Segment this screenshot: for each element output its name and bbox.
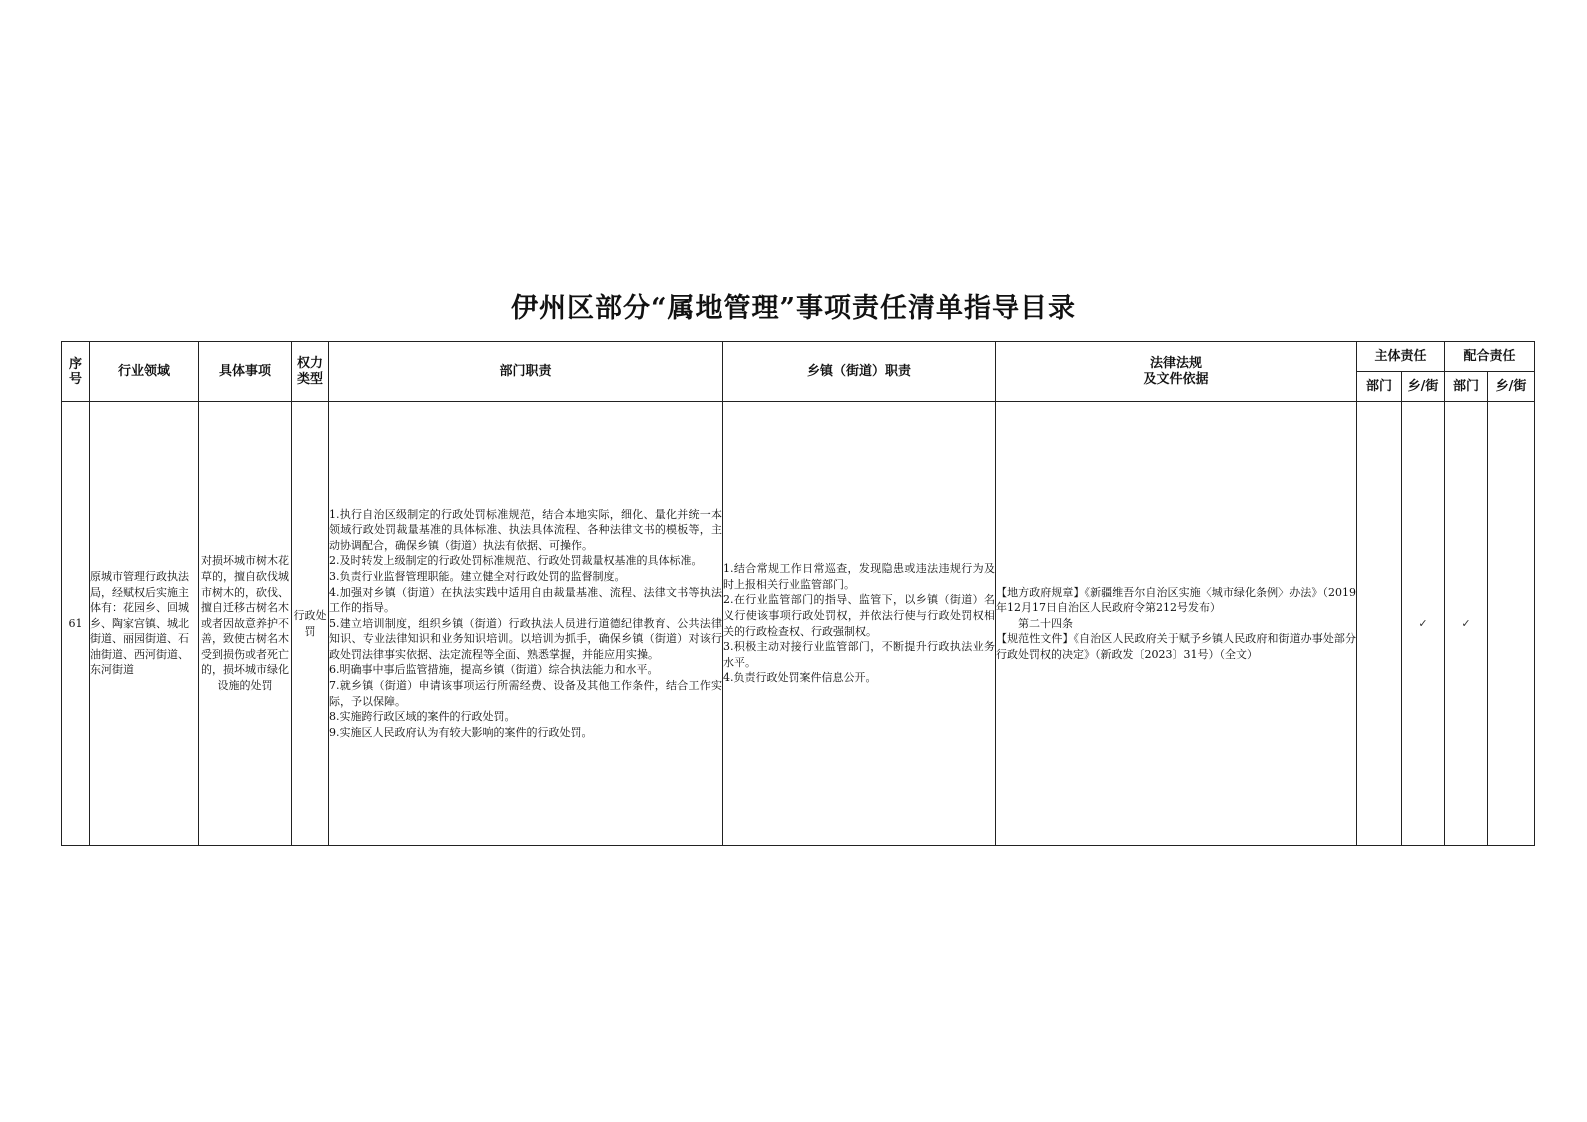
- header-seq: 序号: [62, 342, 90, 402]
- header-power-type: 权力类型: [292, 342, 329, 402]
- law-basis-item: 【地方政府规章】《新疆维吾尔自治区实施〈城市绿化条例〉办法》（2019年12月17日自治区人民政府令第212号发布）: [996, 585, 1356, 615]
- row-item: 对损坏城市树木花草的，擅自砍伐城市树木的，砍伐、擅自迁移古树名木或者因故意养护不善，致使古树名木受到损伤或者死亡的，损坏城市绿化设施的处罚: [199, 402, 292, 846]
- dept-duty-item: 2.及时转发上级制定的行政处罚标准规范、行政处罚裁量权基准的具体标准。: [329, 554, 703, 568]
- responsibility-table: [61, 341, 1535, 846]
- dept-duty-item: 1.执行自治区级制定的行政处罚标准规范，结合本地实际，细化、量化并统一本领域行政处罚裁量基准的具体标准、执法具体流程、各种法律文书的模板等，主动协调配合，确保乡镇（街道）执法有依据、可操作。: [329, 507, 722, 552]
- header-law-line2: 及文件依据: [1143, 371, 1209, 387]
- dept-duty-item: 5.建立培训制度，组织乡镇（街道）行政执法人员进行道德纪律教育、公共法律知识、专业法律知识和业务知识培训。以培训为抓手，确保乡镇（街道）对该行政处罚法律事实依据、法定流程等全面、熟悉掌握，并能应用实操。: [329, 616, 722, 661]
- dept-duty-item: 4.加强对乡镇（街道）在执法实践中适用自由裁量基准、流程、法律文书等执法工作的指导。: [329, 585, 722, 615]
- law-basis-item: 第二十四条: [1018, 616, 1073, 630]
- row-town-duty: [723, 402, 996, 846]
- header-coop-town: 乡/街: [1488, 372, 1535, 402]
- header-main-responsibility: 主体责任: [1357, 342, 1445, 372]
- town-duty-item: 2.在行业监管部门的指导、监管下，以乡镇（街道）名义行使该事项行政处罚权，并依法行使与行政处罚权相关的行政检查权、行政强制权。: [723, 593, 995, 638]
- header-domain: 行业领域: [90, 342, 199, 402]
- header-dept-duty: 部门职责: [329, 342, 723, 402]
- town-duty-item: 4.负责行政处罚案件信息公开。: [723, 671, 877, 685]
- row-coop-dept-check: ✓: [1445, 402, 1488, 846]
- row-main-dept: [1357, 402, 1402, 846]
- dept-duty-item: 6.明确事中事后监管措施，提高乡镇（街道）综合执法能力和水平。: [329, 663, 659, 677]
- row-main-town-check: ✓: [1402, 402, 1445, 846]
- row-domain: 原城市管理行政执法局，经赋权后实施主体有：花园乡、回城乡、陶家宫镇、城北街道、丽园街道、石油街道、西河街道、东河街道: [90, 402, 199, 846]
- dept-duty-item: 3.负责行业监督管理职能。建立健全对行政处罚的监督制度。: [329, 569, 626, 583]
- dept-duty-item: 8.实施跨行政区域的案件的行政处罚。: [329, 710, 516, 724]
- header-town-duty: 乡镇（街道）职责: [723, 342, 996, 402]
- law-basis-item: 【规范性文件】《自治区人民政府关于赋予乡镇人民政府和街道办事处部分行政处罚权的决定》（新政发〔2023〕31号）（全文）: [996, 632, 1356, 661]
- town-duty-item: 3.积极主动对接行业监管部门，不断提升行政执法业务水平。: [723, 640, 995, 669]
- row-coop-town: [1488, 402, 1535, 846]
- row-seq: 61: [62, 402, 90, 846]
- header-main-dept: 部门: [1357, 372, 1402, 402]
- header-law-basis: [996, 342, 1357, 402]
- header-coop-responsibility: 配合责任: [1445, 342, 1535, 372]
- town-duty-item: 1.结合常规工作日常巡查，发现隐患或违法违规行为及时上报相关行业监管部门。: [723, 562, 995, 591]
- table-row: [62, 402, 1535, 846]
- dept-duty-item: 9.实施区人民政府认为有较大影响的案件的行政处罚。: [329, 725, 593, 739]
- header-item: 具体事项: [199, 342, 292, 402]
- row-power-type: 行政处罚: [292, 402, 329, 846]
- dept-duty-item: 7.就乡镇（街道）申请该事项运行所需经费、设备及其他工作条件，结合工作实际，予以保障。: [329, 679, 722, 708]
- header-main-town: 乡/街: [1402, 372, 1445, 402]
- document-title: 伊州区部分“属地管理”事项责任清单指导目录: [510, 293, 1077, 324]
- row-dept-duty: [329, 402, 723, 846]
- header-law-line1: 法律法规: [1149, 355, 1202, 371]
- header-coop-dept: 部门: [1445, 372, 1488, 402]
- row-law-basis: [996, 402, 1357, 846]
